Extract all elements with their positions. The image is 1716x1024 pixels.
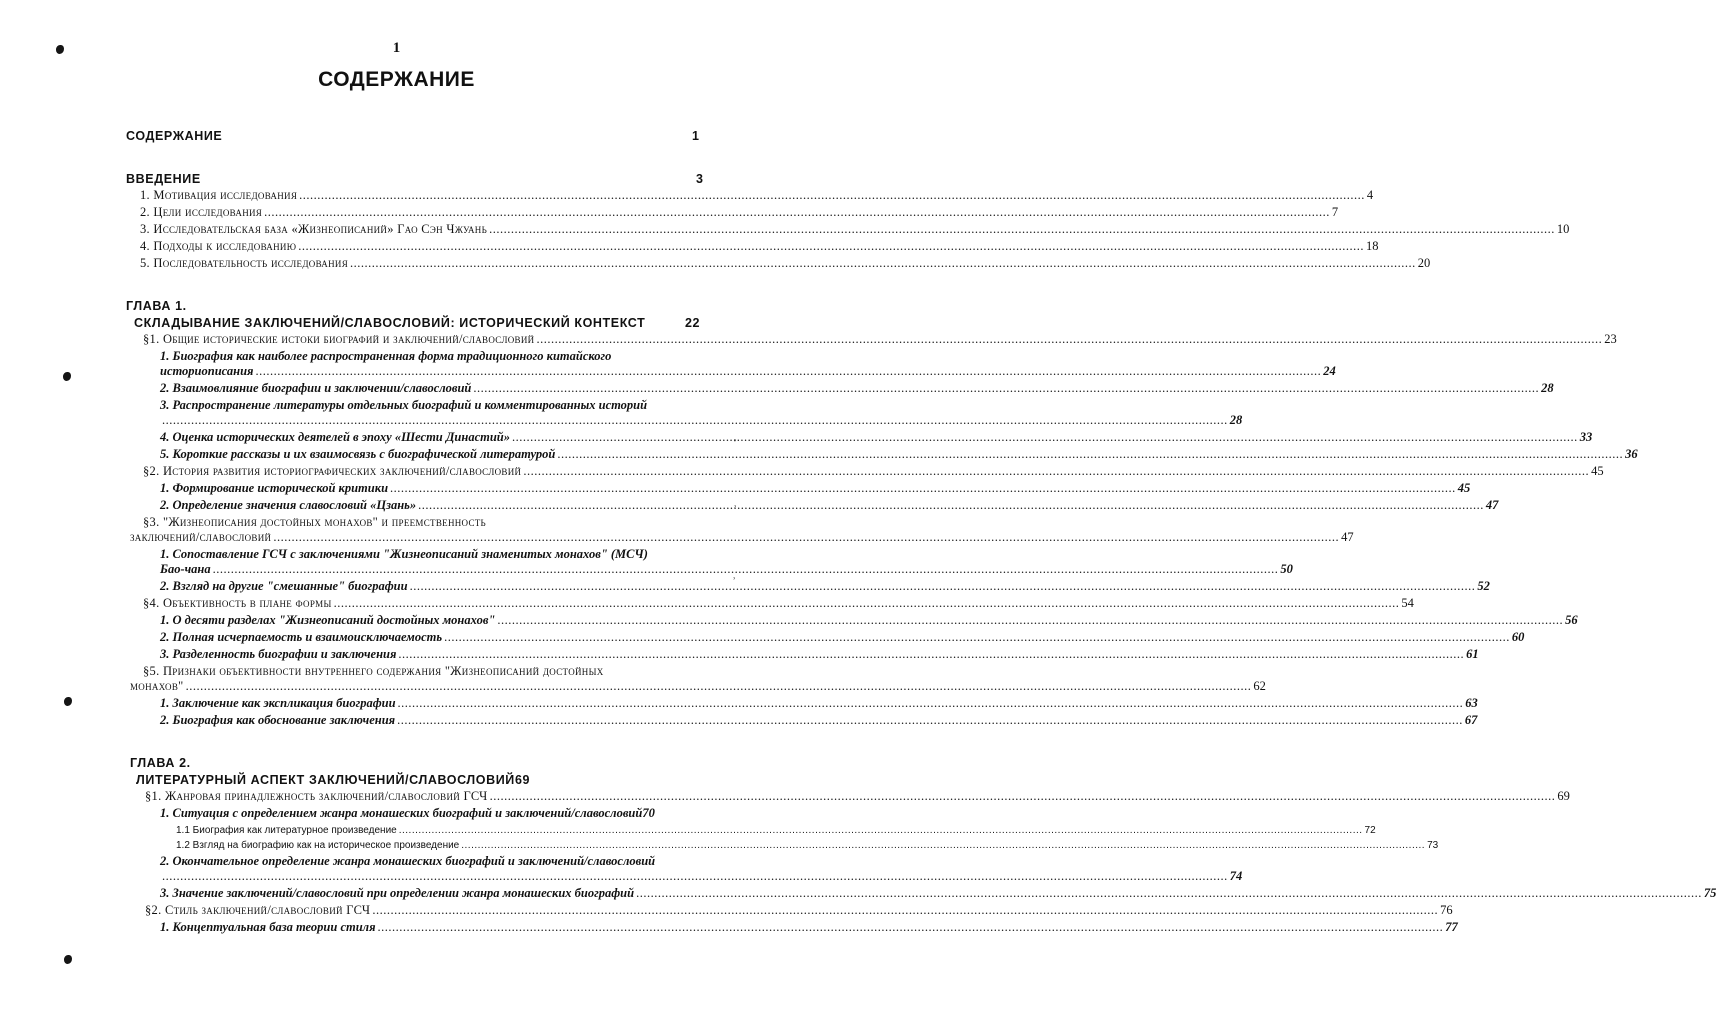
toc-entry[interactable]: 2. Взгляд на другие "смешанные" биографии ..... 52 [160,579,706,594]
toc-entry[interactable]: 3. Значение заключений/славословий при определении жанра монашеских биографий ..... 75 [160,886,706,901]
chapter-1-label: ГЛАВА 1. [126,299,187,313]
toc-entry[interactable]: 1. Мотивация исследования ..... 4 [140,188,706,203]
margin-mark: ʾ [733,436,738,451]
toc-entry[interactable]: §2. Стиль заключений/славословий ГСЧ ..... 76 [145,903,706,918]
toc-entry[interactable]: Бао-чана ..... 50 [160,562,706,577]
toc-contents-page: 1 [692,129,700,143]
toc-entry[interactable]: 1. Заключение как экспликация биографии ..... 63 [160,696,706,711]
toc-entry-line[interactable]: 2. Окончательное определение жанра монашеских биографий и заключений/славословий [160,854,656,868]
toc-contents-label: СОДЕРЖАНИЕ [126,129,223,143]
toc-entry[interactable]: 1. О десяти разделах "Жизнеописаний достойных монахов" ..... 56 [160,613,706,628]
margin-mark: ʾ [732,574,737,589]
toc-entry[interactable]: 5. Последовательность исследования ..... 20 [140,256,706,271]
toc-entry[interactable]: §2. История развития историографических заключений/славословий ..... 45 [143,464,706,479]
toc-intro-page: 3 [696,172,704,186]
toc-entry[interactable]: §4. Объективность в плане формы ..... 54 [143,596,706,611]
toc-entry[interactable]: 5. Короткие рассказы и их взаимосвязь с биографической литературой ..... 36 [160,447,706,462]
toc-entry[interactable]: заключений/славословий ..... 47 [130,530,706,545]
toc-entry[interactable]: 2. Определение значения славословий «Цзань» ..... 47 [160,498,706,513]
chapter-2-title[interactable]: ЛИТЕРАТУРНЫЙ АСПЕКТ ЗАКЛЮЧЕНИЙ/СЛАВОСЛОВИЙ [136,773,515,787]
toc-entry[interactable]: 4. Оценка исторических деятелей в эпоху «Шести Династий» ..... 33 [160,430,706,445]
toc-entry[interactable]: 2. Цели исследования ..... 7 [140,205,706,220]
toc-entry-line[interactable]: 1. Сопоставление ГСЧ с заключениями "Жизнеописаний знаменитых монахов" (МСЧ) [160,547,648,561]
toc-entry[interactable]: 4. Подходы к исследованию ..... 18 [140,239,706,254]
toc-entry[interactable]: ..... 74 [160,869,706,884]
toc-entry[interactable]: §1. Жанровая принадлежность заключений/славословий ГСЧ ..... 69 [145,789,706,804]
toc-entry[interactable]: монахов" ..... 62 [130,679,706,694]
toc-entry[interactable]: 2. Биография как обоснование заключения ..... 67 [160,713,706,728]
toc-entry[interactable]: §1. Общие исторические истоки биографий и заключений/славословий ..... 23 [143,332,706,347]
toc-entry[interactable]: 1.1 Биография как литературное произведение ..... 72 [176,823,706,838]
toc-entry[interactable]: 3. Исследовательская база «Жизнеописаний» Гао Сэн Чжуань ..... 10 [140,222,706,237]
toc-entry[interactable]: 2. Полная исчерпаемость и взаимоисключаемость ..... 60 [160,630,706,645]
toc-entry[interactable]: 2. Взаимовлияние биографии и заключении/славословий ..... 28 [160,381,706,396]
toc-entry[interactable]: ..... 28 [160,413,706,428]
toc-entry[interactable]: 1. Концептуальная база теории стиля ..... 77 [160,920,706,935]
toc-entry-line[interactable]: 3. Распространение литературы отдельных биографий и комментированных историй [160,398,648,412]
chapter-1-title[interactable]: СКЛАДЫВАНИЕ ЗАКЛЮЧЕНИЙ/СЛАВОСЛОВИЙ: ИСТОРИЧЕСКИЙ КОНТЕКСТ [134,316,646,330]
toc-entry-line[interactable]: 1. Биография как наиболее распространенная форма традиционного китайского [160,349,612,363]
toc-intro-label: ВВЕДЕНИЕ [126,172,201,186]
toc-entry[interactable]: 1. Формирование исторической критики ..... 45 [160,481,706,496]
toc-entry[interactable]: 1. Ситуация с определением жанра монашеских биографий и заключений/славословий 70 [160,806,655,820]
toc-entry-line[interactable]: §5. Признаки объективности внутреннего содержания "Жизнеописаний достойных [143,664,604,678]
margin-mark: ʾ [733,502,738,517]
chapter-2-page: 69 [515,773,531,787]
page-number: 1 [392,40,401,56]
toc-entry[interactable]: 1.2 Взгляд на биографию как на историческое произведение ..... 73 [176,838,706,853]
toc-entry-line[interactable]: §3. "Жизнеописания достойных монахов" и преемственность [143,515,487,529]
chapter-1-page: 22 [685,316,701,330]
toc-entry[interactable]: историописания ..... 24 [160,364,706,379]
page-title: СОДЕРЖАНИЕ [318,68,475,91]
chapter-2-label: ГЛАВА 2. [130,756,191,770]
toc-entry[interactable]: 3. Разделенность биографии и заключения ..... 61 [160,647,706,662]
